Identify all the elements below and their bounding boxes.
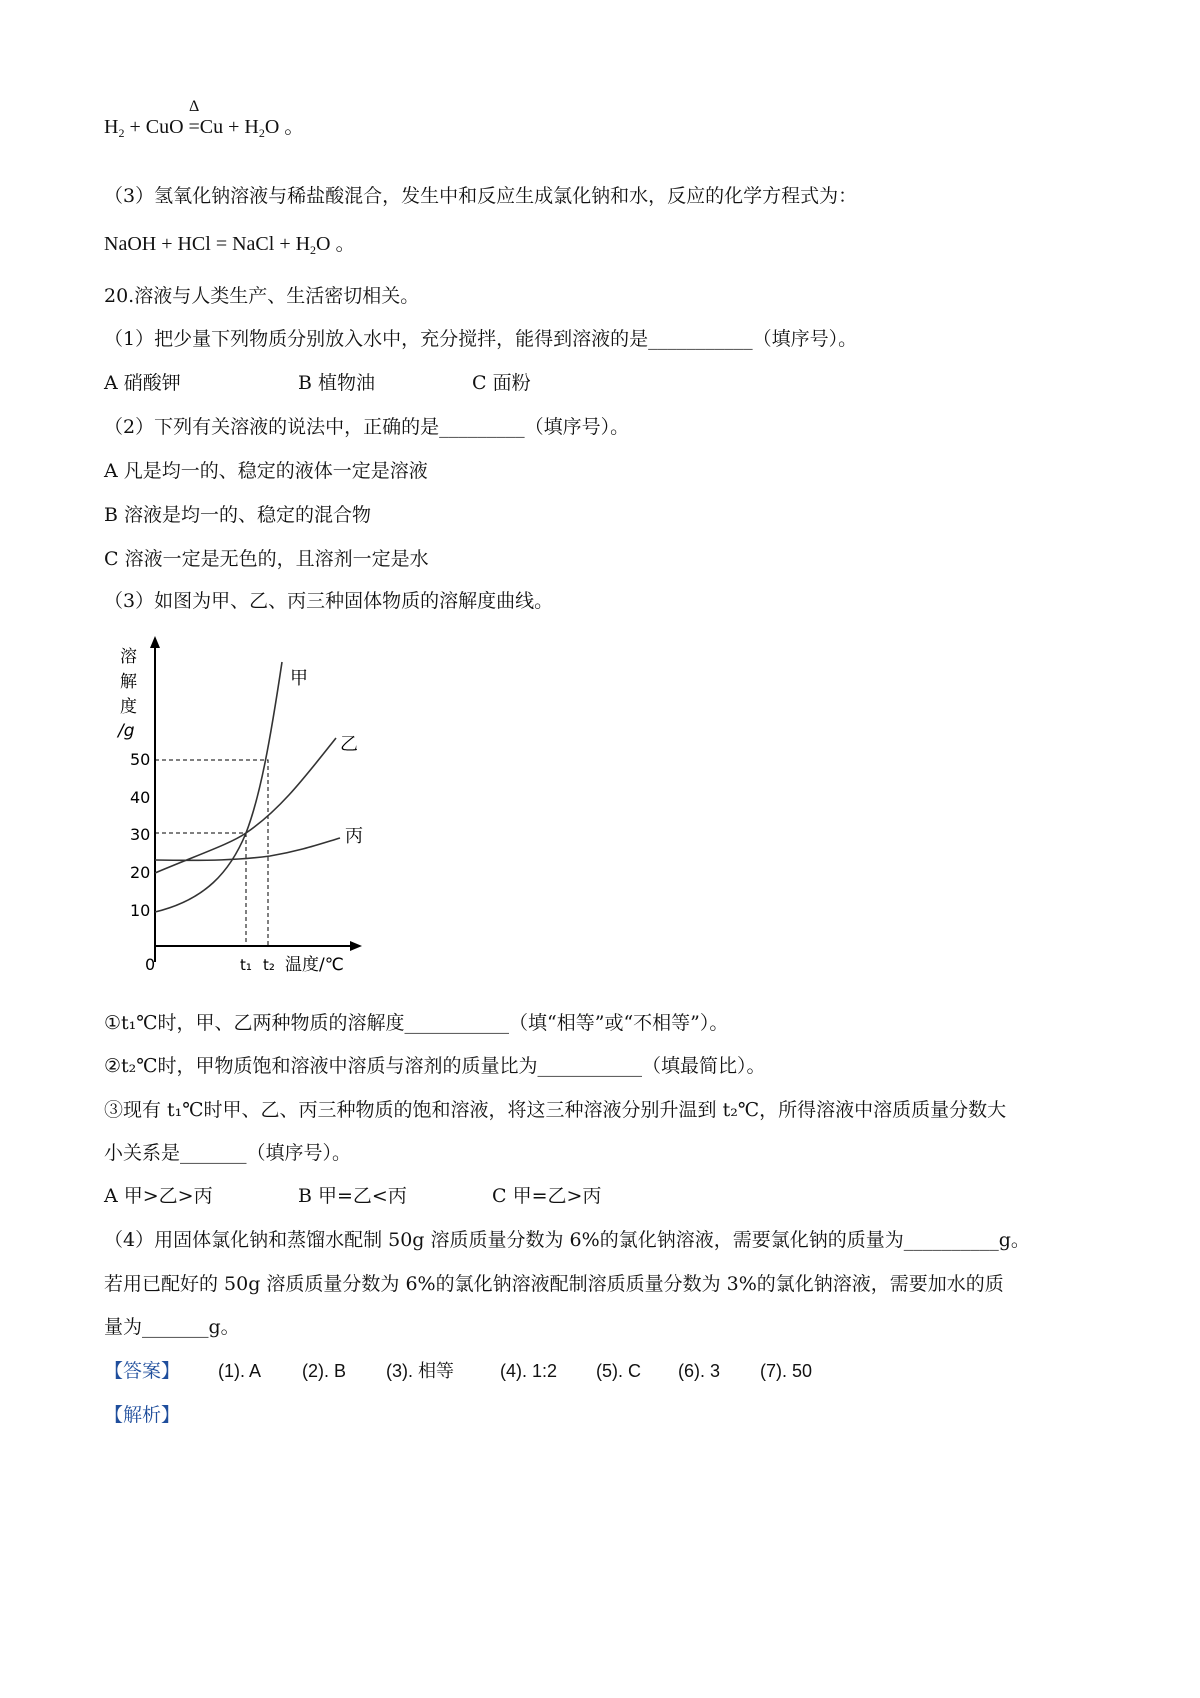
answer-item-7: (7). 50 [760,1361,813,1381]
ytick-50: 50 [130,750,151,769]
solubility-chart [110,632,410,982]
q4-line1: （4）用固体氯化钠和蒸馏水配制 50g 溶质质量分数为 6%的氯化钠溶液，需要氯化钠的质量为__________g。 [104,1229,1030,1251]
x-axis-arrow [350,941,362,951]
question-20-title: 20.溶液与人类生产、生活密切相关。 [104,285,420,307]
analysis-label: 【解析】 [104,1404,181,1426]
label-bing: 丙 [345,826,363,847]
q1-option-a: A 硝酸钾 [104,372,181,394]
curve-bing [155,838,340,860]
ylabel-char-4: /g [118,721,135,741]
label-jia: 甲 [290,668,308,689]
q2-option-c: C 溶液一定是无色的，且溶剂一定是水 [104,548,429,570]
q1-text: （1）把少量下列物质分别放入水中，充分搅拌，能得到溶液的是___________（填序号）。 [104,328,858,350]
q2-option-b: B 溶液是均一的、稳定的混合物 [104,504,372,526]
ylabel-char-2: 解 [120,672,137,692]
answer-item-5: (5). C [596,1361,641,1381]
answer-label: 【答案】 [104,1360,181,1382]
q3-text: （3）如图为甲、乙、丙三种固体物质的溶解度曲线。 [104,590,554,612]
ylabel-char-3: 度 [120,697,137,717]
q3-sub2: ②t₂℃时，甲物质饱和溶液中溶质与溶剂的质量比为___________（填最简比）。 [104,1055,766,1077]
answer-item-1: (1). A [218,1361,262,1381]
xtick-t1: t₁ [240,956,252,974]
q4-line3: 量为_______g。 [104,1316,240,1338]
q3-option-b: B 甲=乙<丙 [298,1185,407,1207]
q3-sub3b: 小关系是_______（填序号）。 [104,1142,352,1164]
answer-item-6: (6). 3 [678,1361,721,1381]
xtick-t2: t₂ [263,956,275,974]
q2-text: （2）下列有关溶液的说法中，正确的是_________（填序号）。 [104,416,630,438]
ylabel-char-1: 溶 [120,647,137,667]
ytick-40: 40 [130,788,151,807]
answer-item-2: (2). B [302,1361,347,1381]
q3-option-c: C 甲=乙>丙 [492,1185,602,1207]
q1-option-b: B 植物油 [298,372,376,394]
part3-text: （3）氢氧化钠溶液与稀盐酸混合，发生中和反应生成氯化钠和水，反应的化学方程式为： [104,185,858,207]
y-axis-arrow [150,636,160,648]
guide-30-t1 [155,833,246,946]
ytick-30: 30 [130,825,151,844]
q1-option-c: C 面粉 [472,372,531,394]
answer-item-3: (3). 相等 [386,1361,455,1381]
ytick-20: 20 [130,863,151,882]
label-yi: 乙 [340,734,358,755]
xlabel: 温度/℃ [285,955,344,975]
q3-sub1: ①t₁℃时，甲、乙两种物质的溶解度___________（填“相等”或“不相等”）。 [104,1012,729,1034]
answer-item-4: (4). 1:2 [500,1361,558,1381]
curve-yi [155,738,336,873]
guide-50-t2 [155,760,268,946]
q4-line2: 若用已配好的 50g 溶质质量分数为 6%的氯化钠溶液配制溶质质量分数为 3%的氯化钠溶液，需要加水的质 [104,1273,1004,1295]
q3-option-a: A 甲>乙>丙 [104,1185,213,1207]
origin-label: 0 [145,955,156,974]
q3-sub3a: ③现有 t₁℃时甲、乙、丙三种物质的饱和溶液，将这三种溶液分别升温到 t₂℃，所得溶液中溶质质量分数大 [104,1099,1007,1121]
equation-h2-cuo: $H_2$ + CuO Δ $=Cu + H_2O$ 。 [104,98,305,140]
ytick-10: 10 [130,901,151,920]
equation-naoh-hcl: NaOH + HCl = NaCl + $H_2O$ 。 [104,233,356,257]
curve-jia [155,662,282,912]
q2-option-a: A 凡是均一的、稳定的液体一定是溶液 [104,460,428,482]
